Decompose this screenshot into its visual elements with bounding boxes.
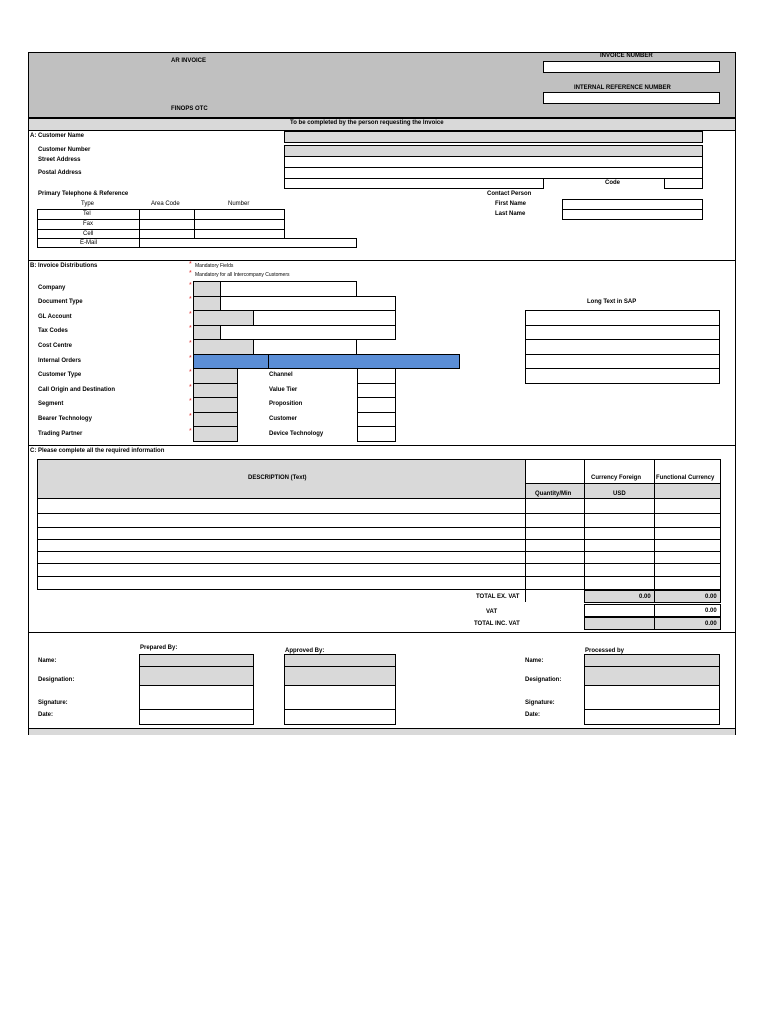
channel-label: Channel [269, 372, 293, 378]
customer-type-field[interactable] [193, 368, 238, 384]
customer-label: Customer [269, 416, 298, 422]
phone-table [37, 209, 285, 239]
description-header: DESCRIPTION (Text) [248, 475, 307, 481]
postal-code-field[interactable] [664, 178, 703, 189]
internal-orders-desc-field[interactable] [268, 354, 460, 369]
section-divider [29, 632, 735, 633]
total-ex-vat-label: TOTAL EX. VAT [476, 594, 520, 600]
device-technology-field[interactable] [357, 426, 396, 442]
processed-signature-field[interactable] [584, 685, 720, 710]
customer-field[interactable] [357, 412, 396, 427]
name-label: Name: [38, 658, 57, 664]
street-address-label: Street Address [38, 157, 81, 163]
invoice-number-label: INVOICE NUMBER [600, 53, 653, 59]
customer-number-label: Customer Number [38, 147, 91, 153]
cost-centre-label: Cost Centre [38, 343, 73, 349]
proposition-field[interactable] [357, 397, 396, 413]
document-type-code-field[interactable] [193, 296, 221, 311]
mandatory-marker: * [189, 355, 192, 362]
form-title: AR INVOICE [171, 58, 207, 64]
processed-by-label: Processed by [585, 648, 625, 654]
gl-account-code-field[interactable] [193, 310, 254, 326]
trading-partner-label: Trading Partner [38, 431, 83, 437]
form-subtitle: FINOPS OTC [171, 106, 208, 112]
total-inc-vat-foreign [584, 617, 655, 630]
internal-reference-field[interactable] [543, 92, 720, 104]
processed-date-field[interactable] [584, 709, 720, 725]
long-text-box[interactable] [525, 310, 720, 384]
footer-strip [29, 728, 735, 735]
date-label: Date: [38, 712, 54, 718]
call-origin-field[interactable] [193, 383, 238, 398]
col-type-label: Type [81, 201, 95, 207]
approved-by-label: Approved By: [285, 648, 325, 654]
company-desc-field[interactable] [220, 281, 357, 297]
mandatory-marker: * [189, 369, 192, 376]
phone-type-tel: Tel [83, 211, 91, 217]
processed-name-label: Name: [525, 658, 544, 664]
long-text-label: Long Text in SAP [587, 299, 637, 305]
cost-centre-desc-field[interactable] [253, 339, 357, 355]
prepared-date-field[interactable] [139, 709, 254, 725]
vat-functional-value: 0.00 [705, 608, 717, 614]
approved-date-field[interactable] [284, 709, 396, 725]
currency-foreign-header: Currency Foreign [591, 475, 642, 481]
proposition-label: Proposition [269, 401, 303, 407]
total-inc-vat-functional-value: 0.00 [705, 621, 717, 627]
prepared-by-label: Prepared By: [140, 645, 178, 651]
segment-field[interactable] [193, 397, 238, 413]
bearer-technology-field[interactable] [193, 412, 238, 427]
total-ex-vat-foreign-value: 0.00 [639, 594, 651, 600]
primary-telephone-label: Primary Telephone & Reference [38, 191, 129, 197]
mandatory-fields-note: Mandatory Fields [195, 263, 234, 269]
last-name-label: Last Name [495, 211, 526, 217]
vat-foreign [584, 604, 655, 617]
mandatory-marker: * [189, 384, 192, 391]
segment-label: Segment [38, 401, 64, 407]
phone-type-fax: Fax [83, 221, 94, 227]
col-number-label: Number [228, 201, 250, 207]
prepared-designation-field[interactable] [139, 666, 254, 686]
company-label: Company [38, 285, 66, 291]
customer-type-label: Customer Type [38, 372, 82, 378]
document-type-label: Document Type [38, 299, 83, 305]
last-name-field[interactable] [562, 209, 703, 220]
document-type-desc-field[interactable] [220, 296, 396, 311]
mandatory-marker: * [189, 413, 192, 420]
code-label: Code [605, 180, 620, 186]
processed-designation-field[interactable] [584, 666, 720, 686]
functional-currency-header: Functional Currency [656, 475, 715, 481]
processed-date-label: Date: [525, 712, 541, 718]
mandatory-marker: * [189, 270, 192, 277]
tax-codes-code-field[interactable] [193, 325, 221, 340]
company-code-field[interactable] [193, 281, 221, 297]
phone-type-email: E-Mail [80, 240, 98, 246]
banner-text: To be completed by the person requesting the Invoice [290, 120, 444, 126]
mandatory-marker: * [189, 282, 192, 289]
prepared-signature-field[interactable] [139, 685, 254, 710]
invoice-number-field[interactable] [543, 61, 720, 73]
first-name-label: First Name [495, 201, 527, 207]
tax-codes-desc-field[interactable] [220, 325, 396, 340]
gl-account-label: GL Account [38, 314, 72, 320]
mandatory-marker: * [189, 398, 192, 405]
mandatory-marker: * [189, 311, 192, 318]
mandatory-marker: * [189, 340, 192, 347]
approved-signature-field[interactable] [284, 685, 396, 710]
processed-signature-label: Signature: [525, 700, 555, 706]
device-technology-label: Device Technology [269, 431, 324, 437]
cost-centre-code-field[interactable] [193, 339, 254, 355]
mandatory-marker: * [189, 428, 192, 435]
internal-reference-label: INTERNAL REFERENCE NUMBER [574, 85, 671, 91]
customer-name-field[interactable] [284, 131, 703, 143]
col-area-code-label: Area Code [151, 201, 180, 207]
tax-codes-label: Tax Codes [38, 328, 68, 334]
mandatory-intercompany-note: Mandatory for all Intercompany Customers [195, 272, 290, 278]
quantity-header: Quantity/Min [535, 491, 572, 497]
section-b-heading: B: Invoice Distributions [30, 263, 98, 269]
vat-label: VAT [486, 609, 498, 615]
section-divider [29, 260, 735, 261]
section-a-heading: A: Customer Name [30, 133, 85, 139]
total-inc-vat-label: TOTAL INC. VAT [474, 621, 520, 627]
section-c-heading: C: Please complete all the required information [30, 448, 165, 454]
usd-header: USD [613, 491, 626, 497]
designation-label: Designation: [38, 677, 75, 683]
postal-address-label: Postal Address [38, 170, 82, 176]
mandatory-marker: * [189, 325, 192, 332]
gl-account-desc-field[interactable] [253, 310, 396, 326]
mandatory-marker: * [189, 261, 192, 268]
mandatory-marker: * [189, 296, 192, 303]
postal-address-line2[interactable] [284, 178, 544, 189]
signature-label: Signature: [38, 700, 68, 706]
value-tier-field[interactable] [357, 383, 396, 398]
call-origin-label: Call Origin and Destination [38, 387, 116, 393]
approved-designation-field[interactable] [284, 666, 396, 686]
contact-person-label: Contact Person [487, 191, 532, 197]
processed-designation-label: Designation: [525, 677, 562, 683]
internal-orders-code-field[interactable] [193, 354, 269, 369]
value-tier-label: Value Tier [269, 387, 298, 393]
trading-partner-field[interactable] [193, 426, 238, 442]
total-ex-vat-functional-value: 0.00 [705, 594, 717, 600]
internal-orders-label: Internal Orders [38, 358, 82, 364]
functional-header-cell [655, 484, 720, 498]
section-divider [29, 445, 735, 446]
phone-type-cell: Cell [83, 231, 94, 237]
bearer-technology-label: Bearer Technology [38, 416, 92, 422]
channel-field[interactable] [357, 368, 396, 384]
